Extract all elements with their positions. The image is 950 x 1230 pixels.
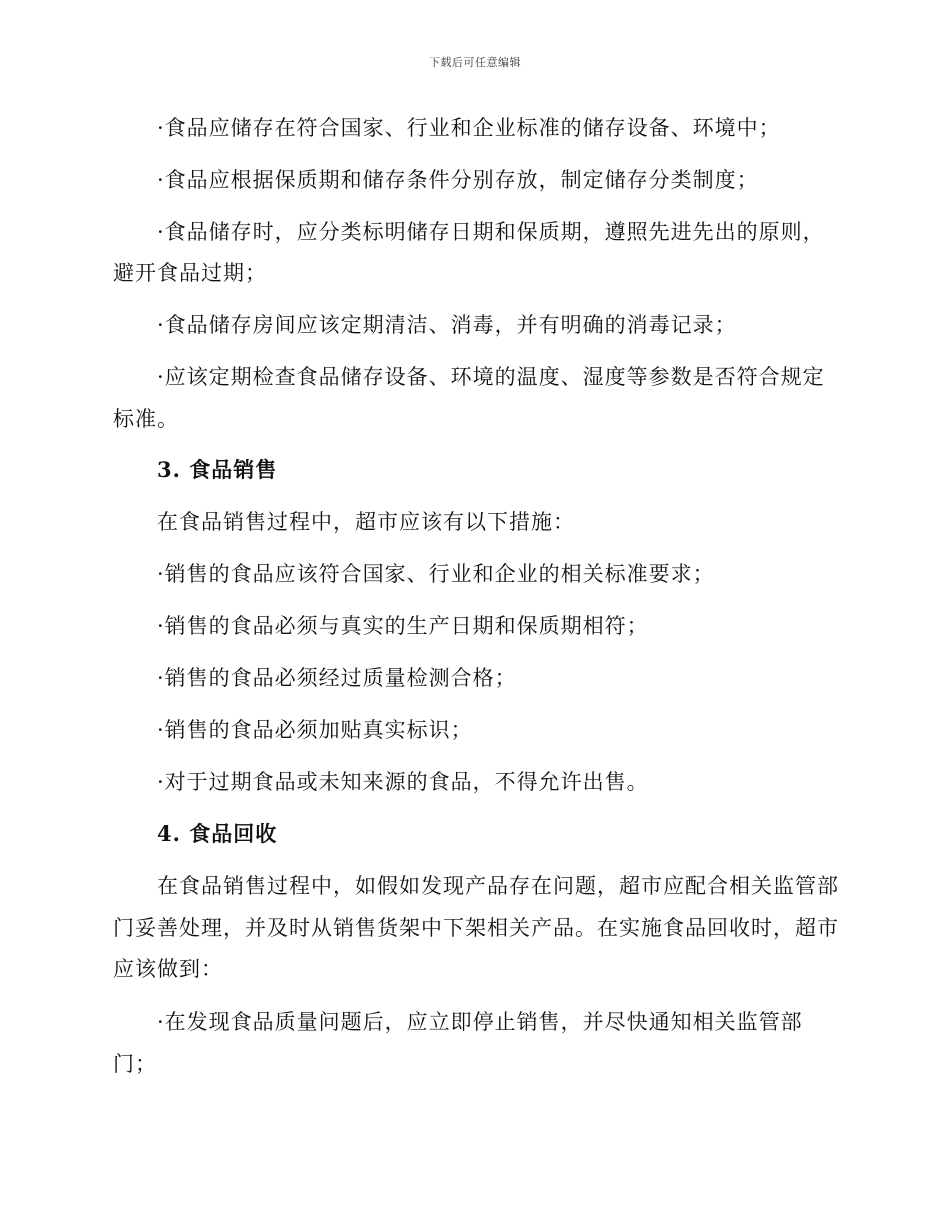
storage-item-1: ·食品应储存在符合国家、行业和企业标准的储存设备、环境中； [157, 116, 781, 140]
storage-item-3-line-1: ·食品储存时，应分类标明储存日期和保质期，遵照先进先出的原则， [157, 220, 825, 244]
sales-item-1: ·销售的食品应该符合国家、行业和企业的相关标准要求； [157, 562, 715, 586]
storage-item-4: ·食品储存房间应该定期清洁、消毒，并有明确的消毒记录； [157, 313, 737, 337]
section-4-heading: 4. 食品回收 [157, 821, 278, 846]
storage-item-2: ·食品应根据保质期和储存条件分别存放，制定储存分类制度； [157, 168, 759, 192]
section-3-heading: 3. 食品销售 [157, 457, 278, 482]
storage-item-3-line-2: 避开食品过期； [113, 261, 267, 285]
sales-item-5: ·对于过期食品或未知来源的食品，不得允许出售。 [157, 770, 649, 794]
section-4-paragraph-line-1: 在食品销售过程中，如假如发现产品存在问题，超市应配合相关监管部 [157, 874, 839, 898]
storage-item-5-line-2: 标准。 [113, 407, 179, 431]
recall-item-1-line-2: 门； [113, 1052, 157, 1076]
sales-item-3: ·销售的食品必须经过质量检测合格； [157, 666, 517, 690]
sales-item-4: ·销售的食品必须加贴真实标识； [157, 718, 473, 742]
section-4-paragraph-line-3: 应该做到： [113, 957, 223, 981]
section-3-intro: 在食品销售过程中，超市应该有以下措施： [157, 510, 575, 534]
sales-item-2: ·销售的食品必须与真实的生产日期和保质期相符； [157, 614, 649, 638]
storage-item-5-line-1: ·应该定期检查食品储存设备、环境的温度、湿度等参数是否符合规定 [157, 365, 825, 389]
page-header: 下载后可任意编辑 [429, 56, 521, 69]
section-4-paragraph-line-2: 门妥善处理，并及时从销售货架中下架相关产品。在实施食品回收时，超市 [113, 916, 839, 940]
recall-item-1-line-1: ·在发现食品质量问题后，应立即停止销售，并尽快通知相关监管部 [157, 1010, 803, 1034]
